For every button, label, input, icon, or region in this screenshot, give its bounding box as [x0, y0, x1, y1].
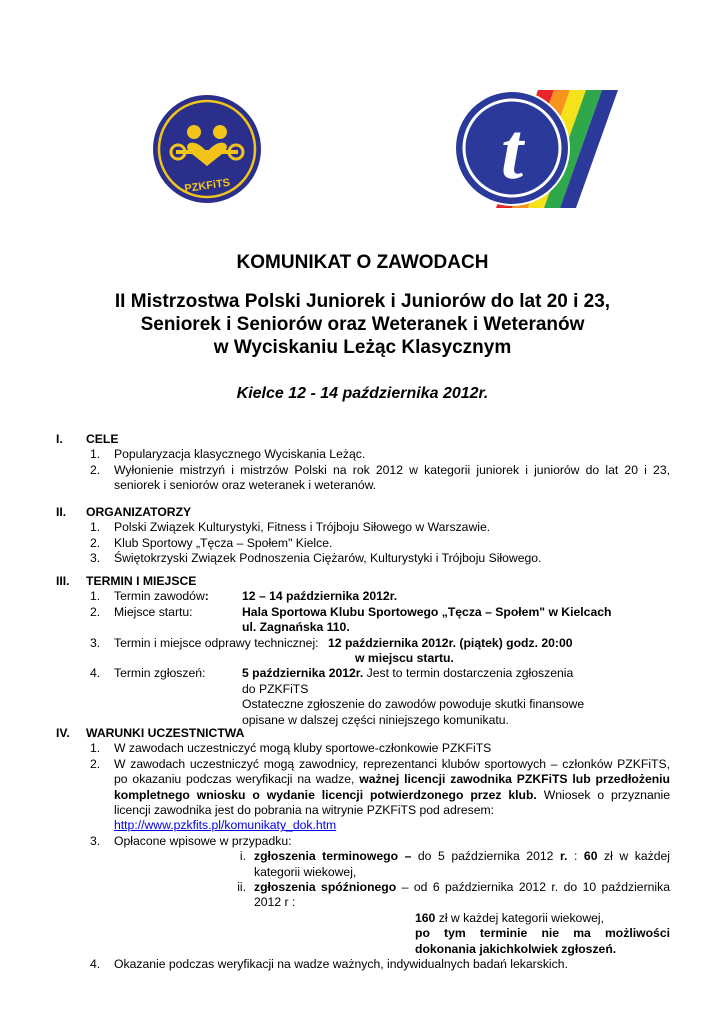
item-label: Termin zgłoszeń:	[114, 666, 206, 681]
event-date-place: Kielce 12 - 14 października 2012r.	[236, 385, 489, 402]
section-title: TERMIN I MIEJSCE	[86, 574, 197, 588]
fee-label: zgłoszenia spóźnionego	[254, 880, 397, 895]
section-heading	[56, 505, 670, 520]
fee-on-time	[239, 849, 670, 880]
item-number: 2.	[90, 535, 101, 550]
section-date-place	[56, 574, 670, 728]
item-text: Opłacone wpisowe w przypadku:	[114, 833, 292, 848]
list-item	[56, 957, 670, 972]
fee-text: r.	[559, 849, 568, 864]
technical-meeting-place: w miejscu startu.	[355, 651, 454, 666]
section-conditions	[56, 726, 670, 972]
list-item	[56, 463, 670, 494]
item-text: Polski Związek Kulturystyki, Fitness i Trójboju Siłowego w Warszawie.	[114, 520, 491, 535]
venue-name: Hala Sportowa Klubu Sportowego „Tęcza – Społem" w Kielcach	[242, 604, 612, 619]
fee-late-line	[254, 880, 670, 911]
venue-address: ul. Zagnańska 110.	[242, 620, 350, 635]
fee-amount: 60	[583, 849, 598, 864]
deadline-note: Jest to termin dostarczenia zgłoszenia	[363, 666, 574, 681]
fee-text: zł w każdej kategorii wiekowej,	[254, 849, 670, 879]
item-label: Miejsce startu:	[114, 604, 193, 619]
item-text: W zawodach uczestniczyć mogą kluby sportowe-członkowie PZKFiTS	[114, 741, 492, 756]
item-number: 1.	[90, 447, 101, 462]
item-text: Okazanie podczas weryfikacji na wadze ważnych, indywidualnych badań lekarskich.	[114, 957, 568, 972]
item-number: 4.	[90, 666, 101, 681]
list-item	[56, 520, 670, 535]
deadline-note: Ostateczne zgłoszenie do zawodów powoduje skutki finansowe	[242, 697, 585, 712]
deadline-note: do PZKFiTS	[242, 681, 309, 696]
entry-deadline	[242, 666, 670, 681]
fee-amount: 160	[415, 910, 436, 925]
item-number: 1.	[90, 589, 101, 604]
pzkfits-logo	[152, 94, 262, 204]
competition-dates: 12 – 14 października 2012r.	[242, 589, 398, 604]
list-item	[56, 536, 670, 551]
subtitle-line: w Wyciskaniu Leżąc Klasycznym	[213, 337, 512, 358]
subtitle-line: Seniorek i Seniorów oraz Weteranek i Weteranów	[140, 314, 585, 335]
list-item	[56, 447, 670, 462]
list-item	[56, 605, 670, 636]
late-entry-warning: po tym terminie nie ma możliwości dokonania jakichkolwiek zgłoszeń.	[415, 926, 670, 956]
list-item	[56, 551, 670, 566]
section-number: I.	[56, 432, 63, 446]
section-number: IV.	[56, 726, 70, 740]
sub-item-number: ii.	[237, 880, 246, 895]
item-text: Klub Sportowy „Tęcza – Społem" Kielce.	[114, 535, 333, 550]
label-colon: :	[204, 589, 209, 604]
fee-text: zł w każdej kategorii wiekowej,	[435, 910, 605, 925]
item-number: 2.	[90, 756, 101, 771]
fee-late-amount	[415, 911, 670, 926]
label-text: Termin zawodów	[114, 589, 205, 604]
item-text: W zawodach uczestniczyć mogą zawodnicy, reprezentanci klubów sportowych – członków PZKFiTS, po okazaniu podczas weryfikacji na wadze,	[114, 756, 670, 787]
fee-text: – od 6 października 2012 r. do 10 października 2012 r :	[254, 880, 670, 910]
item-text: Wniosek o przyznanie licencji zawodnika jest do pobrania na witrynie PZKFiTS pod adresem:	[114, 787, 670, 818]
document-title: KOMUNIKAT O ZAWODACH	[236, 252, 489, 273]
item-number: 1.	[90, 520, 101, 535]
subtitle-line: II Mistrzostwa Polski Juniorek i Juniorów do lat 20 i 23,	[114, 291, 611, 312]
item-number: 4.	[90, 957, 101, 972]
fee-text: do 5 października 2012	[411, 849, 560, 864]
list-item	[56, 666, 670, 728]
item-number: 1.	[90, 741, 101, 756]
list-item	[56, 589, 670, 604]
item-text: Świętokrzyski Związek Podnoszenia Ciężarów, Kulturystyki i Trójboju Siłowego.	[114, 551, 542, 566]
deadline-note: opisane w dalszej części niniejszego komunikatu.	[242, 712, 509, 727]
section-heading	[56, 574, 670, 589]
fee-late	[237, 880, 670, 957]
list-item	[56, 757, 670, 834]
section-number: II.	[56, 505, 67, 519]
licence-requirement: ważnej licencji zawodnika PZKFiTS lub przedłożeniu kompletnego wniosku o wydanie licencji potwierdzonego przez klub.	[114, 772, 670, 802]
fee-text: :	[567, 849, 584, 864]
item-text: Popularyzacja klasycznego Wyciskania Leżąc.	[114, 447, 366, 462]
list-item	[56, 741, 670, 756]
section-title: CELE	[86, 432, 119, 446]
item-number: 2.	[90, 462, 101, 477]
fee-label: zgłoszenia terminowego –	[254, 849, 412, 864]
technical-meeting-time: 12 października 2012r. (piątek) godz. 20:00	[328, 635, 573, 650]
item-label	[114, 589, 209, 604]
svg-text:t: t	[500, 108, 524, 196]
section-number: III.	[56, 574, 70, 588]
svg-text:PZKFiTS: PZKFiTS	[183, 176, 231, 196]
section-organizers	[56, 505, 670, 567]
list-item	[56, 636, 670, 667]
list-item	[56, 834, 670, 957]
section-title: WARUNKI UCZESTNICTWA	[86, 726, 245, 740]
item-number: 3.	[90, 833, 101, 848]
item-number: 2.	[90, 604, 101, 619]
section-heading	[56, 726, 670, 741]
section-title: ORGANIZATORZY	[86, 505, 192, 519]
item-label: Termin i miejsce odprawy technicznej:	[114, 635, 319, 650]
competition-name	[0, 290, 725, 359]
section-goals	[56, 432, 670, 494]
deadline-date: 5 października 2012r.	[242, 666, 364, 681]
licence-download-link[interactable]: http://www.pzkfits.pl/komunikaty_dok.htm	[114, 818, 337, 833]
item-number: 3.	[90, 635, 101, 650]
tecza-logo	[452, 86, 620, 210]
sub-item-number: i.	[239, 849, 246, 864]
item-number: 3.	[90, 551, 101, 566]
section-heading	[56, 432, 670, 447]
item-text: Wyłonienie mistrzyń i mistrzów Polski na rok 2012 w kategorii juniorek i juniorów do lat 20 i 23, seniorek i seniorów oraz weteranek i weteranów.	[114, 462, 670, 493]
